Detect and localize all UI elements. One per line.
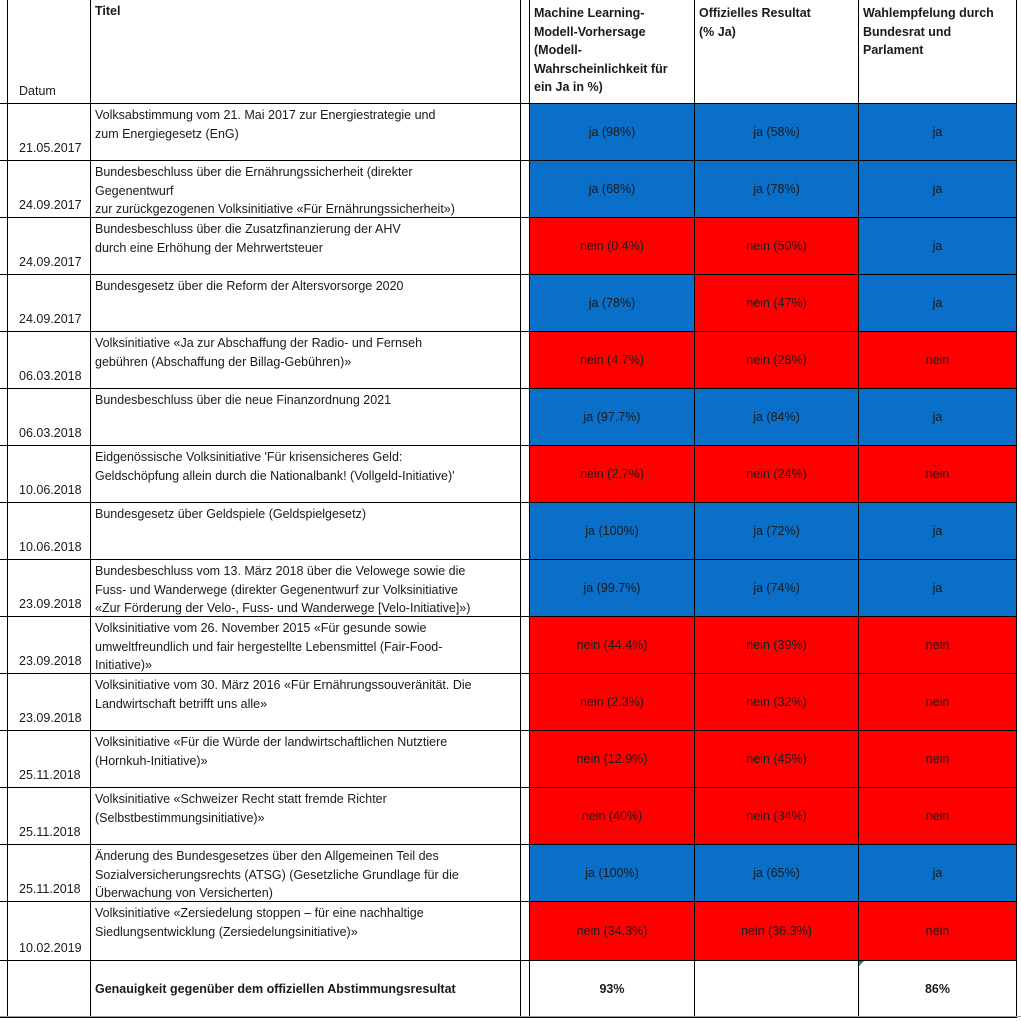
cell-title [91,332,521,389]
cell-title [91,731,521,788]
separator-column-cell [521,731,530,788]
separator-column-cell [521,961,530,1018]
header-date: Datum [8,0,91,104]
cell-recommendation-text: ja [932,124,943,139]
cell-title-line: Volksinitiative «Schweizer Recht statt fremde Richter [95,792,387,806]
cell-official-result-text: nein (24%) [746,466,807,481]
cell-date: 25.11.2018 [8,731,91,788]
cell-ml-prediction-text: nein (2.3%) [580,694,644,709]
cell-title-line: «Zur Förderung der Velo-, Fuss- und Wanderwege [Velo-Initiative]») [95,601,471,615]
separator-column-cell [521,275,530,332]
cell-recommendation-text: ja [932,580,943,595]
cell-title-line: Geldschöpfung allein durch die Nationalbank! (Vollgeld-Initiative)' [95,468,455,483]
cell-ml-prediction-text: nein (0.4%) [580,238,644,253]
separator-column-cell [521,503,530,560]
cell-official-result-text: nein (32%) [746,694,807,709]
row-gutter-cell [0,503,8,560]
row-gutter-cell [0,161,8,218]
cell-ml-prediction-text: nein (2.7%) [580,466,644,481]
header-ml-line: Wahrscheinlichkeit für [534,61,668,76]
cell-recommendation [859,446,1017,503]
cell-title-line: Volksinitiative vom 26. November 2015 «Für gesunde sowie [95,621,427,635]
cell-date: 10.02.2019 [8,902,91,961]
cell-title [91,617,521,674]
row-gutter-cell [0,845,8,902]
cell-official-result [695,845,859,902]
cell-title [91,389,521,446]
cell-ml-prediction-text: nein (44.4%) [576,637,648,652]
cell-ml-prediction [530,104,695,161]
row-gutter-cell [0,104,8,161]
cell-ml-prediction-text: ja (97.7%) [583,409,641,424]
cell-official-result-text: nein (36.3%) [741,923,812,938]
row-gutter-cell [0,389,8,446]
cell-date: 21.05.2017 [8,104,91,161]
cell-title-line: zur zurückgezogenen Volksinitiative «Für Ernährungssicherheit») [95,202,455,216]
cell-date: 25.11.2018 [8,788,91,845]
cell-title-line: Änderung des Bundesgesetzes über den Allgemeinen Teil des [95,849,439,863]
cell-title-line: durch eine Erhöhung der Mehrwertsteuer [95,240,323,255]
cell-recommendation [859,104,1017,161]
footer-date-empty [8,961,91,1018]
cell-official-result-text: ja (78%) [753,181,800,196]
separator-column-cell [521,560,530,617]
cell-ml-prediction [530,503,695,560]
cell-date: 23.09.2018 [8,674,91,731]
cell-date: 06.03.2018 [8,332,91,389]
row-gutter-cell [0,332,8,389]
cell-date: 24.09.2017 [8,275,91,332]
cell-title-line: Bundesgesetz über Geldspiele (Geldspielgesetz) [95,507,366,521]
header-ml-line: (Modell- [534,43,582,57]
cell-ml-prediction [530,617,695,674]
cell-official-result [695,218,859,275]
row-gutter-cell [0,0,8,104]
cell-ml-prediction-text: nein (40%) [581,808,643,823]
cell-official-result-text: ja (84%) [753,409,800,424]
cell-official-result-text: nein (47%) [746,295,807,310]
cell-ml-prediction-text: ja (99.7%) [583,580,641,595]
cell-title-line: zum Energiegesetz (EnG) [95,126,239,141]
cell-official-result [695,560,859,617]
header-ml-line: Modell-Vorhersage [534,24,646,39]
row-gutter-cell [0,902,8,961]
cell-title [91,275,521,332]
cell-title [91,446,521,503]
cell-official-result-text: nein (50%) [746,238,807,253]
cell-title-line: Fuss- und Wanderwege (direkter Gegenentwurf zur Volksinitiative [95,582,458,597]
separator-column-cell [521,788,530,845]
cell-recommendation [859,674,1017,731]
separator-column-cell [521,617,530,674]
cell-recommendation-text: ja [932,181,943,196]
cell-date: 23.09.2018 [8,560,91,617]
cell-ml-prediction-text: ja (98%) [588,124,636,139]
header-official-line: (% Ja) [699,24,736,39]
header-title: Titel [91,0,521,104]
cell-title-line: Bundesbeschluss über die Ernährungssicherheit (direkter [95,165,413,179]
cell-ml-prediction-text: ja (100%) [585,523,639,538]
separator-column-cell [521,446,530,503]
cell-official-result [695,332,859,389]
cell-ml-prediction [530,845,695,902]
cell-recommendation [859,560,1017,617]
header-official-result [695,0,859,104]
cell-title-line: Bundesbeschluss vom 13. März 2018 über die Velowege sowie die [95,564,466,578]
cell-recommendation [859,902,1017,961]
cell-recommendation [859,731,1017,788]
cell-date: 24.09.2017 [8,161,91,218]
cell-date: 06.03.2018 [8,389,91,446]
cell-official-result [695,788,859,845]
cell-official-result-text: ja (65%) [753,865,800,880]
cell-ml-prediction [530,788,695,845]
footer-ml-accuracy: 93% [530,961,695,1018]
cell-official-result-text: nein (34%) [746,808,807,823]
footer-official-empty [695,961,859,1018]
cell-ml-prediction [530,731,695,788]
cell-recommendation [859,218,1017,275]
cell-recommendation [859,617,1017,674]
cell-ml-prediction [530,275,695,332]
cell-date: 23.09.2018 [8,617,91,674]
cell-recommendation-text: ja [932,238,943,253]
row-gutter-cell [0,275,8,332]
cell-title-line: Gegenentwurf [95,183,174,198]
cell-title-line: Siedlungsentwicklung (Zersiedelungsinitiative)» [95,924,358,939]
cell-recommendation-text: ja [932,865,943,880]
cell-ml-prediction [530,902,695,961]
cell-recommendation-text: nein [925,808,950,823]
cell-title-line: Bundesgesetz über die Reform der Altersvorsorge 2020 [95,279,404,293]
row-gutter-cell [0,961,8,1018]
cell-title-line: Initiative)» [95,658,152,672]
cell-title-line: Volksinitiative vom 30. März 2016 «Für Ernährungssouveränität. Die [95,678,472,692]
cell-recommendation-text: nein [925,352,950,367]
cell-ml-prediction [530,389,695,446]
cell-recommendation-text: ja [932,295,943,310]
header-ml-line: ein Ja in %) [534,80,603,94]
cell-recommendation [859,275,1017,332]
cell-ml-prediction-text: ja (78%) [588,295,636,310]
cell-title-line: gebühren (Abschaffung der Billag-Gebühren)» [95,354,352,369]
cell-recommendation-text: nein [925,466,950,481]
cell-title-line: Volksabstimmung vom 21. Mai 2017 zur Energiestrategie und [95,108,436,122]
cell-date: 10.06.2018 [8,503,91,560]
row-gutter-cell [0,674,8,731]
cell-title-line: umweltfreundlich und fair hergestellte Lebensmittel (Fair-Food- [95,639,443,654]
cell-title-line: Sozialversicherungsrechts (ATSG) (Gesetzliche Grundlage für die [95,867,459,882]
cell-title [91,104,521,161]
bottom-divider [0,1016,1021,1017]
cell-official-result [695,161,859,218]
row-gutter-cell [0,560,8,617]
cell-recommendation-text: nein [925,637,950,652]
cell-ml-prediction-text: nein (4.7%) [580,352,644,367]
row-gutter-cell [0,617,8,674]
header-rec-line: Wahlempfelung durch [863,6,994,20]
cell-recommendation [859,503,1017,560]
cell-title [91,902,521,961]
cell-recommendation-text: nein [925,694,950,709]
header-rec-line: Parlament [863,43,924,57]
cell-title-line: (Hornkuh-Initiative)» [95,753,208,768]
cell-official-result [695,617,859,674]
cell-recommendation [859,845,1017,902]
separator-column-cell [521,674,530,731]
header-official-line: Offizielles Resultat [699,6,811,20]
separator-column-cell [521,0,530,104]
cell-official-result [695,104,859,161]
cell-ml-prediction [530,218,695,275]
cell-recommendation-text: ja [932,523,943,538]
cell-title-line: Überwachung von Versicherten) [95,886,273,900]
cell-ml-prediction-text: nein (34.3%) [576,923,648,938]
cell-comment-marker [859,961,864,966]
header-ml-prediction [530,0,695,104]
cell-official-result [695,902,859,961]
cell-recommendation-text: nein [925,923,950,938]
row-gutter-cell [0,446,8,503]
cell-official-result-text: nein (39%) [746,637,807,652]
cell-recommendation [859,389,1017,446]
cell-official-result [695,503,859,560]
row-gutter-cell [0,731,8,788]
cell-recommendation [859,788,1017,845]
cell-recommendation-text: nein [925,751,950,766]
cell-official-result [695,731,859,788]
cell-ml-prediction-text: ja (68%) [588,181,636,196]
cell-official-result [695,674,859,731]
header-rec-line: Bundesrat und [863,24,952,39]
header-ml-line: Machine Learning- [534,6,645,20]
cell-ml-prediction [530,446,695,503]
separator-column-cell [521,845,530,902]
cell-ml-prediction [530,674,695,731]
cell-title-line: Landwirtschaft betrifft uns alle» [95,696,268,711]
cell-ml-prediction-text: nein (12.9%) [576,751,648,766]
cell-ml-prediction [530,560,695,617]
cell-official-result [695,446,859,503]
separator-column-cell [521,104,530,161]
footer-accuracy-label: Genauigkeit gegenüber dem offiziellen Abstimmungsresultat [91,961,521,1018]
separator-column-cell [521,332,530,389]
row-gutter-cell [0,788,8,845]
cell-official-result-text: nein (28%) [746,352,807,367]
cell-ml-prediction [530,161,695,218]
row-gutter-cell [0,218,8,275]
cell-title-line: Volksinitiative «Für die Würde der landwirtschaftlichen Nutztiere [95,735,448,749]
cell-ml-prediction [530,332,695,389]
cell-official-result [695,389,859,446]
cell-official-result-text: ja (58%) [753,124,800,139]
cell-official-result [695,275,859,332]
cell-official-result-text: ja (74%) [753,580,800,595]
separator-column-cell [521,218,530,275]
cell-ml-prediction-text: ja (100%) [585,865,639,880]
cell-title-line: (Selbstbestimmungsinitiative)» [95,810,265,825]
cell-date: 25.11.2018 [8,845,91,902]
cell-official-result-text: nein (45%) [746,751,807,766]
cell-title [91,503,521,560]
cell-title-line: Bundesbeschluss über die neue Finanzordnung 2021 [95,393,392,407]
cell-recommendation [859,332,1017,389]
cell-title-line: Eidgenössische Volksinitiative 'Für krisensicheres Geld: [95,450,403,464]
separator-column-cell [521,389,530,446]
cell-title-line: Bundesbeschluss über die Zusatzfinanzierung der AHV [95,222,401,236]
cell-title-line: Volksinitiative «Ja zur Abschaffung der Radio- und Fernseh [95,336,423,350]
cell-recommendation [859,161,1017,218]
cell-date: 24.09.2017 [8,218,91,275]
cell-title [91,788,521,845]
cell-official-result-text: ja (72%) [753,523,800,538]
cell-title [91,218,521,275]
header-recommendation [859,0,1017,104]
cell-title-line: Volksinitiative «Zersiedelung stoppen – für eine nachhaltige [95,906,424,920]
cell-recommendation-text: ja [932,409,943,424]
cell-title [91,845,521,902]
cell-date: 10.06.2018 [8,446,91,503]
footer-rec-accuracy: 86% [859,961,1017,1018]
separator-column-cell [521,902,530,961]
cell-title [91,560,521,617]
cell-title [91,161,521,218]
cell-title [91,674,521,731]
separator-column-cell [521,161,530,218]
